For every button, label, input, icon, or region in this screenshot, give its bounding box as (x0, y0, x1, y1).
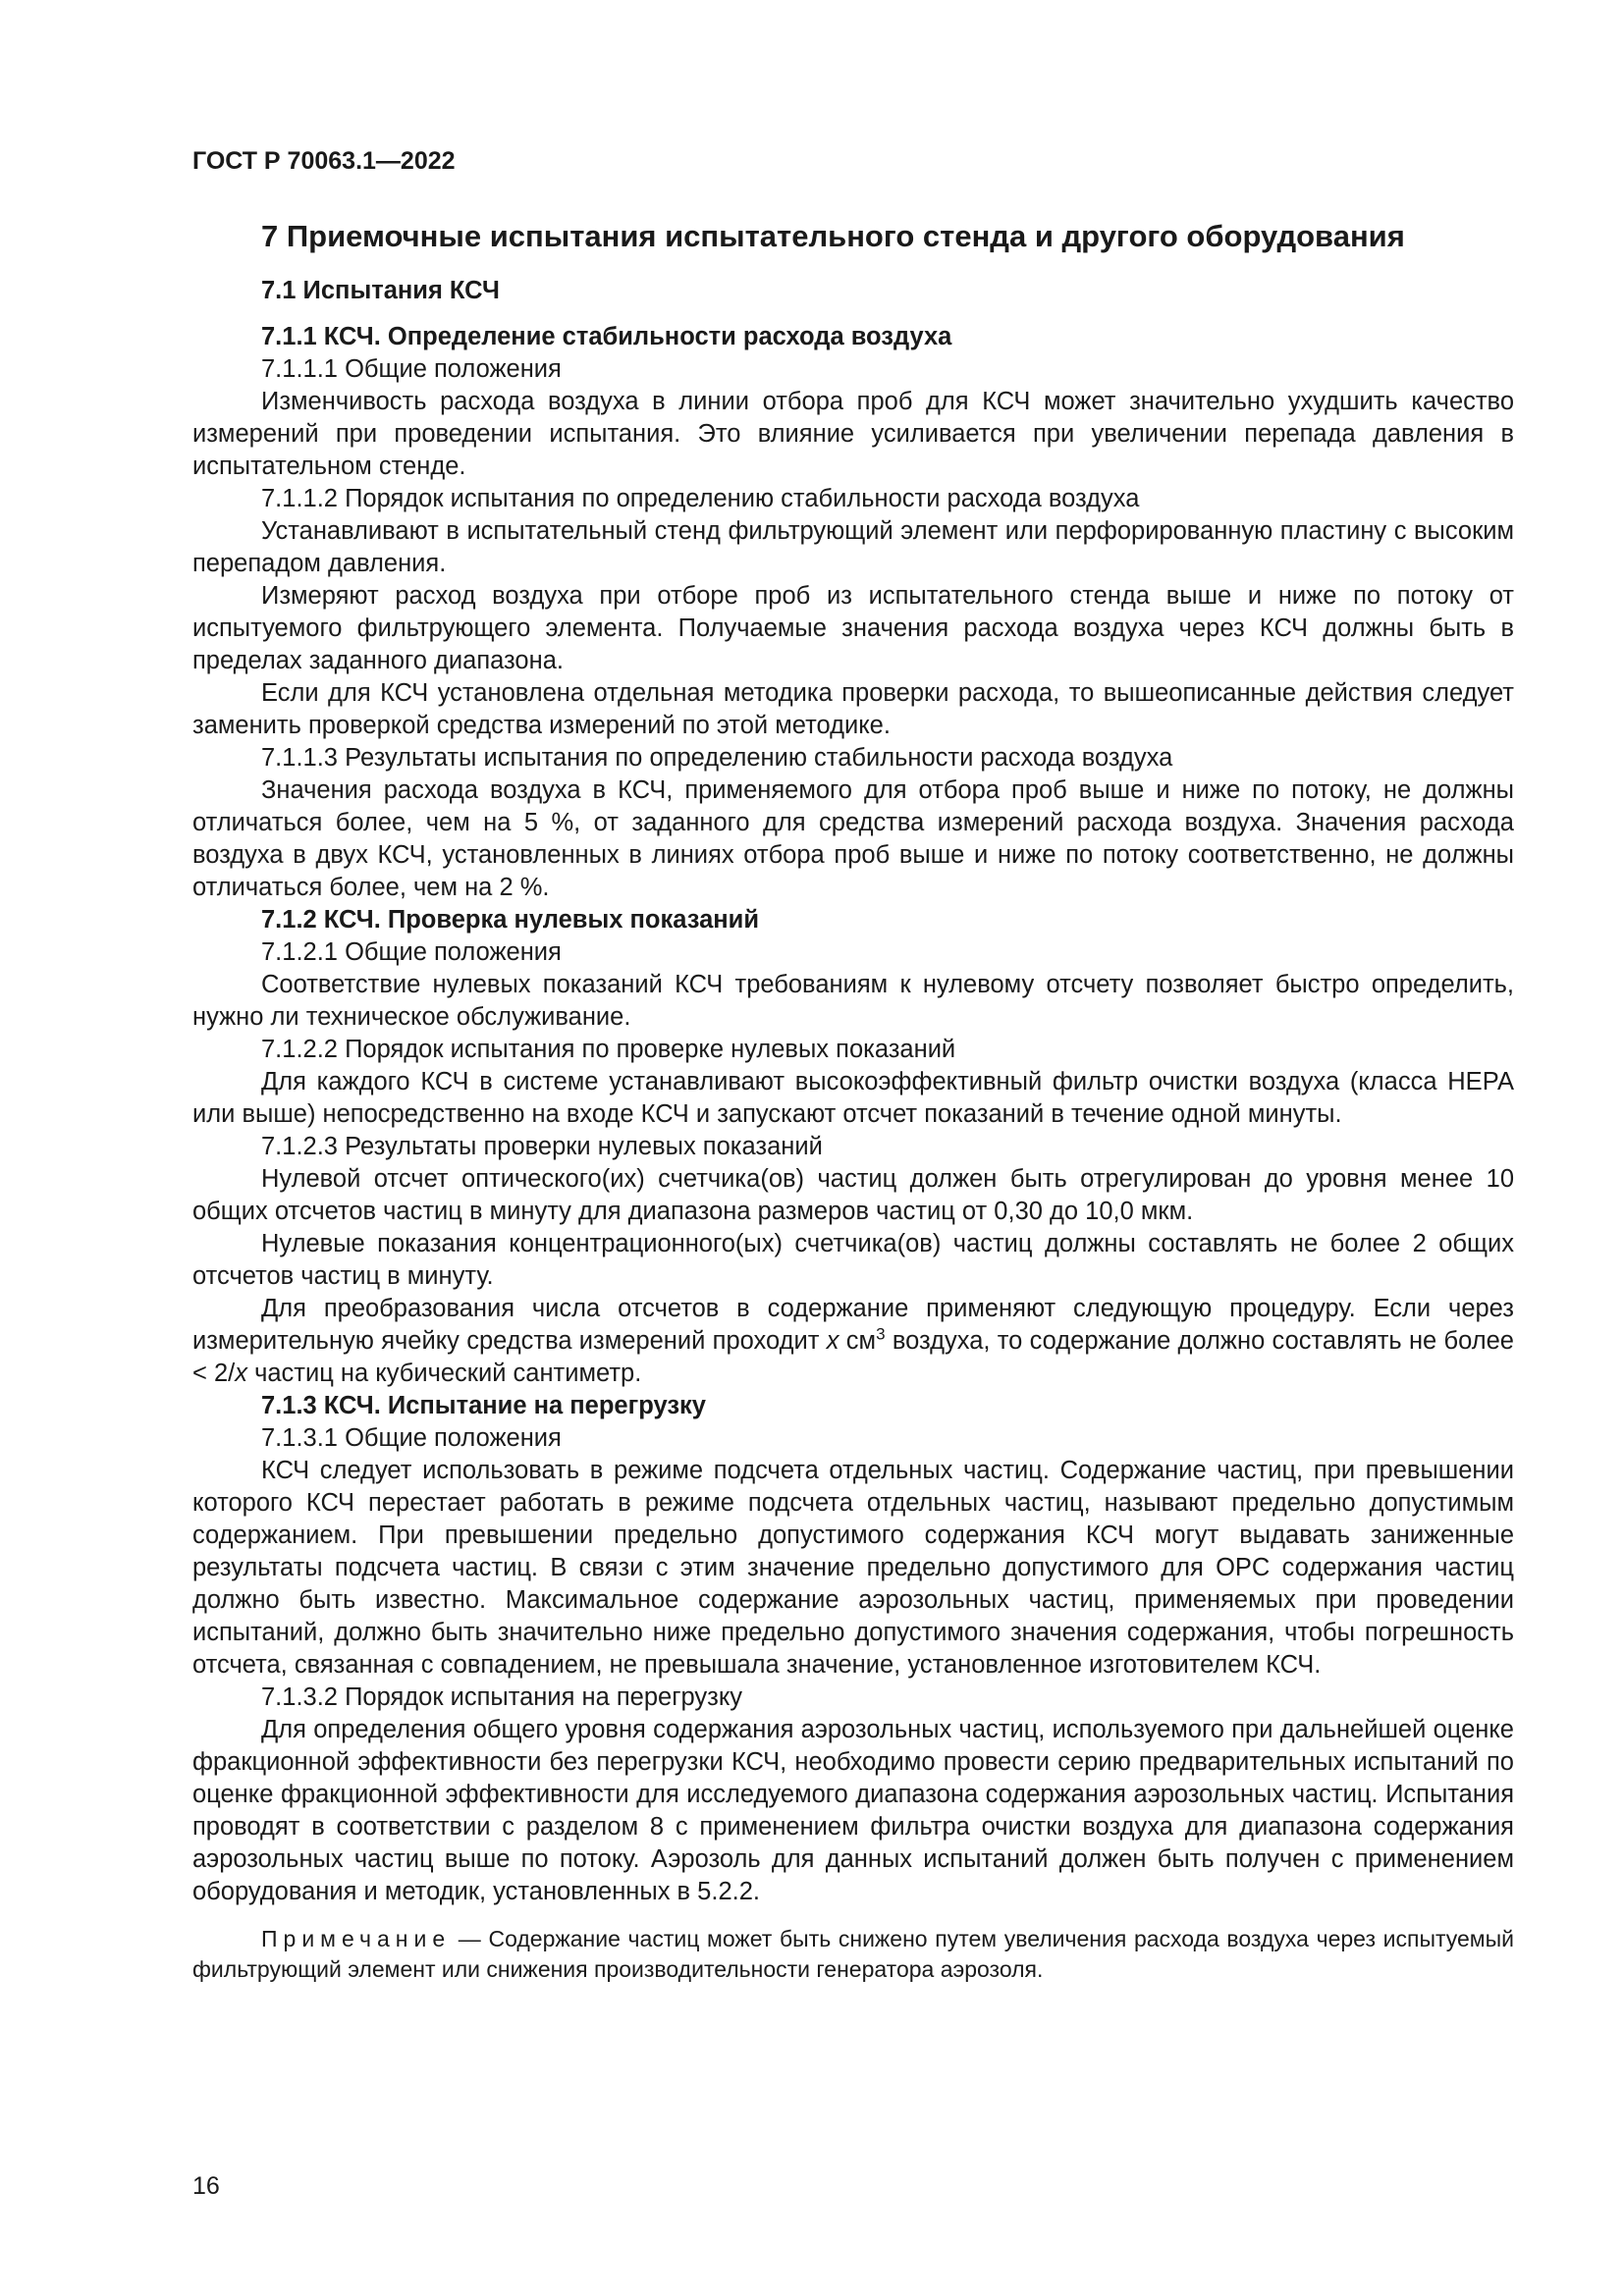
variable-x: x (826, 1327, 839, 1355)
note (192, 1924, 1514, 1985)
clause-7-1-2-1: 7.1.2.1 Общие положения (261, 938, 562, 966)
paragraph: КСЧ следует использовать в режиме подсчета отдельных частиц. Содержание частиц, при превышении которого КСЧ перестает работать в режиме подсчета отдельных частиц, называют предельно допустимым содержанием. При превышении предельно допустимого содержания КСЧ могут выдавать заниженные результаты подсчета частиц. В связи с этим значение предельно допустимого для OPC содержания частиц должно быть известно. Максимальное содержание аэрозольных частиц, применяемых при проведении испытаний, должно быть значительно ниже предельно допустимого значения содержания, чтобы погрешность отсчета, связанная с совпадением, не превышала значение, установленное изготовителем КСЧ. (192, 1457, 1514, 1679)
document-body (192, 218, 1514, 1985)
clause-7-1-2-3: 7.1.2.3 Результаты проверки нулевых показаний (261, 1133, 823, 1160)
clause-heading-7-1-2: 7.1.2 КСЧ. Проверка нулевых показаний (261, 906, 760, 934)
text-span: см (839, 1327, 877, 1355)
paragraph: Для определения общего уровня содержания аэрозольных частиц, используемого при дальнейшей оценке фракционной эффективности без перегрузки КСЧ, необходимо провести серию предварительных испытаний по оценке фракционной эффективности для исследуемого диапазона содержания аэрозольных частиц. Испытания проводят в соответствии с разделом 8 с применением фильтра очистки воздуха для диапазона содержания аэрозольных частиц выше по потоку. Аэрозоль для данных испытаний должен быть получен с применением оборудования и методик, установленных в 5.2.2. (192, 1716, 1514, 1905)
text-span: воздуха, то содержание должно составлять не более < 2/ (192, 1327, 1514, 1387)
variable-x: x (235, 1360, 247, 1387)
paragraph: Нулевой отсчет оптического(их) счетчика(ов) частиц должен быть отрегулирован до уровня менее 10 общих отсчетов частиц в минуту для диапазона размеров частиц от 0,30 до 10,0 мкм. (192, 1165, 1514, 1225)
paragraph: Устанавливают в испытательный стенд фильтрующий элемент или перфорированную пластину с высоким перепадом давления. (192, 517, 1514, 577)
paragraph: Соответствие нулевых показаний КСЧ требованиям к нулевому отсчету позволяет быстро определить, нужно ли техническое обслуживание. (192, 971, 1514, 1031)
clause-7-1-1-1: 7.1.1.1 Общие положения (261, 355, 562, 383)
clause-7-1-3-2: 7.1.3.2 Порядок испытания на перегрузку (261, 1683, 743, 1711)
paragraph: Изменчивость расхода воздуха в линии отбора проб для КСЧ может значительно ухудшить качество измерений при проведении испытания. Это влияние усиливается при увеличении перепада давления в испытательном стенде. (192, 388, 1514, 480)
paragraph: Если для КСЧ установлена отдельная методика проверки расхода, то вышеописанные действия следует заменить проверкой средства измерений по этой методике. (192, 679, 1514, 739)
text-span: частиц на кубический сантиметр. (247, 1360, 642, 1387)
paragraph: Для каждого КСЧ в системе устанавливают высокоэффективный фильтр очистки воздуха (класса НЕРА или выше) непосредственно на входе КСЧ и запускают отсчет показаний в течение одной минуты. (192, 1068, 1514, 1128)
note-text: — Содержание частиц может быть снижено путем увеличения расхода воздуха через испытуемый фильтрующий элемент или снижения производительности генератора аэрозоля. (192, 1926, 1514, 1982)
paragraph-conversion (192, 1293, 1514, 1390)
clause-7-1-1-3: 7.1.1.3 Результаты испытания по определению стабильности расхода воздуха (261, 744, 1173, 772)
page-number: 16 (192, 2172, 220, 2200)
clause-heading-7-1-3: 7.1.3 КСЧ. Испытание на перегрузку (261, 1392, 706, 1419)
paragraph: Нулевые показания концентрационного(ых) счетчика(ов) частиц должны составлять не более 2 общих отсчетов частиц в минуту. (192, 1230, 1514, 1290)
clause-7-1-1-2: 7.1.1.2 Порядок испытания по определению стабильности расхода воздуха (261, 485, 1140, 512)
text-span: Для преобразования числа отсчетов в содержание применяют следующую процедуру. Если через измерительную ячейку средства измерений проходит (192, 1295, 1514, 1355)
document-code: ГОСТ Р 70063.1—2022 (192, 147, 456, 175)
paragraph: Значения расхода воздуха в КСЧ, применяемого для отбора проб выше и ниже по потоку, не должны отличаться более, чем на 5 %, от заданного для средства измерений расхода воздуха. Значения расхода воздуха в двух КСЧ, установленных в линиях отбора проб выше и ниже по потоку соответственно, не должны отличаться более, чем на 2 %. (192, 776, 1514, 901)
paragraph: Измеряют расход воздуха при отборе проб из испытательного стенда выше и ниже по потоку от испытуемого фильтрующего элемента. Получаемые значения расхода воздуха через КСЧ должны быть в пределах заданного диапазона. (192, 582, 1514, 674)
section-title: 7 Приемочные испытания испытательного стенда и другого оборудования (261, 219, 1405, 253)
clause-heading-7-1-1: 7.1.1 КСЧ. Определение стабильности расхода воздуха (261, 323, 952, 350)
superscript: 3 (876, 1324, 886, 1344)
note-label: Примечание (261, 1926, 452, 1951)
subsection-title: 7.1 Испытания КСЧ (261, 277, 500, 304)
clause-7-1-3-1: 7.1.3.1 Общие положения (261, 1424, 562, 1452)
clause-7-1-2-2: 7.1.2.2 Порядок испытания по проверке нулевых показаний (261, 1036, 956, 1063)
